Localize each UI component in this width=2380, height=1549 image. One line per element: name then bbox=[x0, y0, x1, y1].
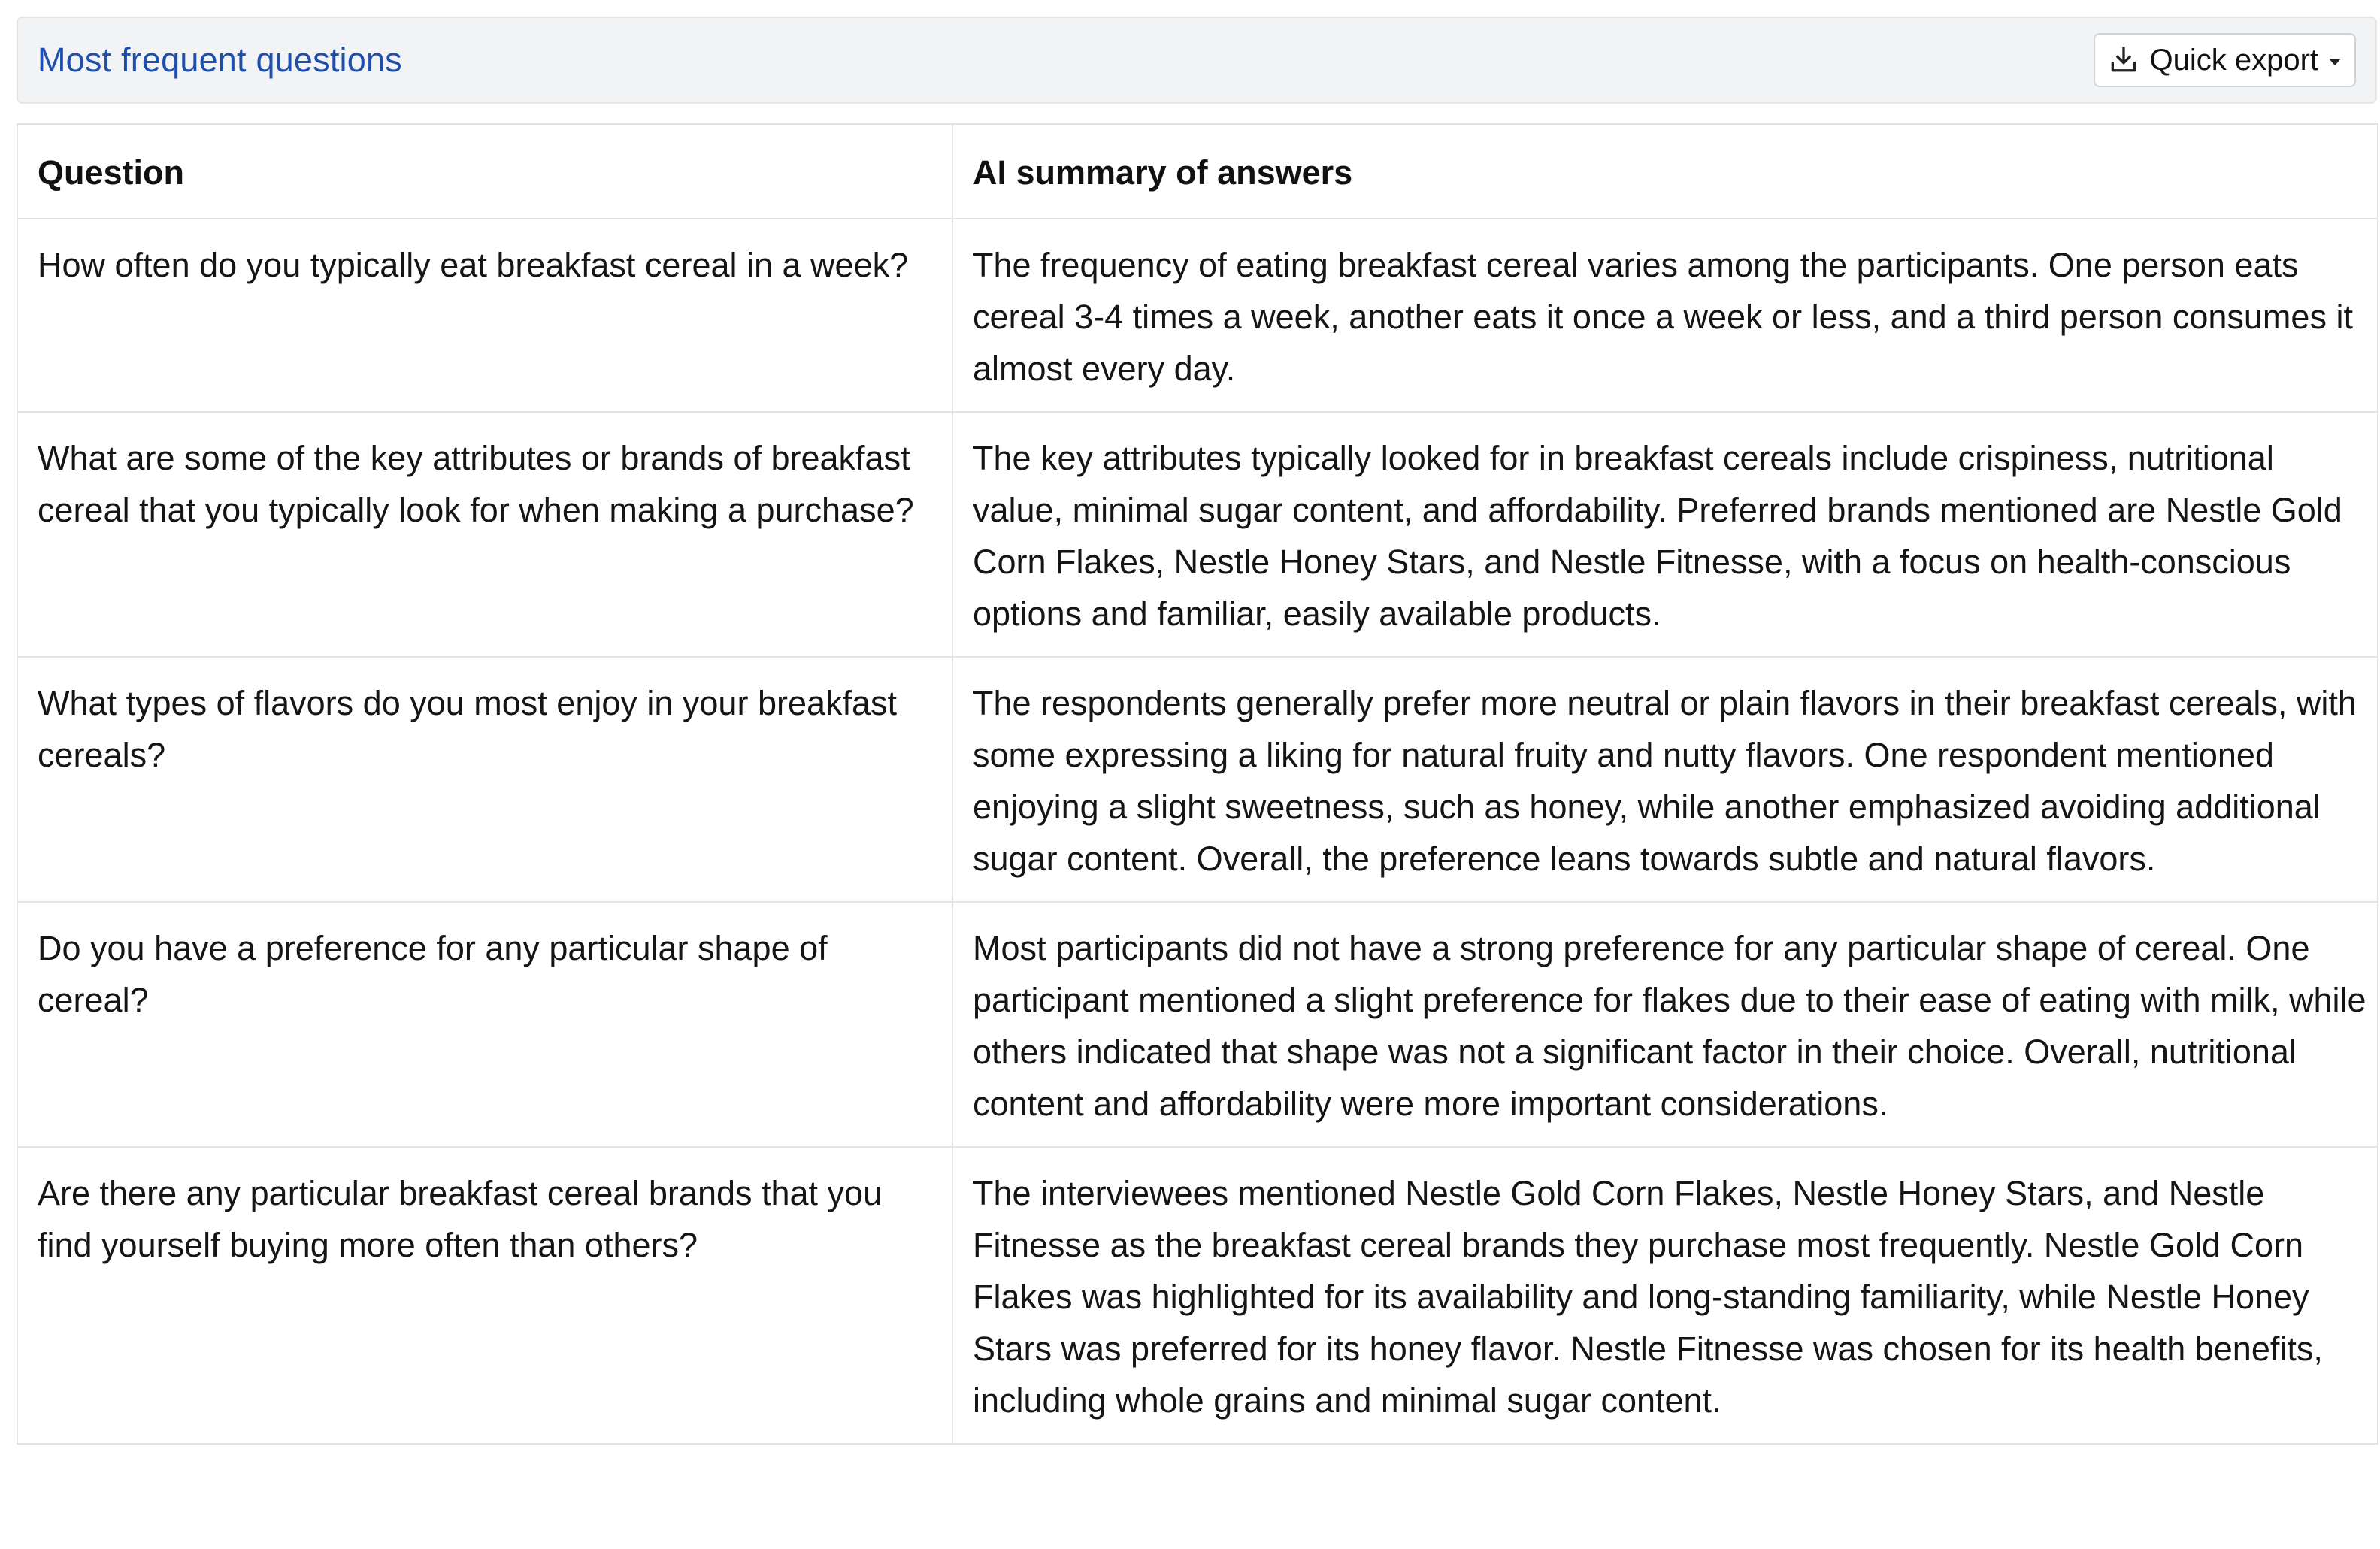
table-row bbox=[17, 1147, 2378, 1444]
question-cell: What types of flavors do you most enjoy in your breakfast cereals? bbox=[17, 657, 952, 902]
summary-cell: Most participants did not have a strong preference for any particular shape of cereal. One participant mentioned a slight preference for flakes due to their ease of eating with milk, while others indicated that shape was not a significant factor in their choice. Overall, nutritional content and affordability were more important considerations. bbox=[952, 902, 2378, 1147]
summary-cell: The key attributes typically looked for in breakfast cereals include crispiness, nutritional value, minimal sugar content, and affordability. Preferred brands mentioned are Nestle Gold Corn Flakes, Nestle Honey Stars, and Nestle Fitnesse, with a focus on health-conscious options and familiar, easily available products. bbox=[952, 412, 2378, 657]
question-cell: Do you have a preference for any particular shape of cereal? bbox=[17, 902, 952, 1147]
column-header-summary: AI summary of answers bbox=[952, 124, 2378, 219]
question-cell: How often do you typically eat breakfast cereal in a week? bbox=[17, 219, 952, 412]
summary-cell: The respondents generally prefer more neutral or plain flavors in their breakfast cereals, with some expressing a liking for natural fruity and nutty flavors. One respondent mentioned enjoying a slight sweetness, such as honey, while another emphasized avoiding additional sugar content. Overall, the preference leans towards subtle and natural flavors. bbox=[952, 657, 2378, 902]
summary-cell: The interviewees mentioned Nestle Gold Corn Flakes, Nestle Honey Stars, and Nestle Fitnesse as the breakfast cereal brands they purchase most frequently. Nestle Gold Corn Flakes was highlighted for its availability and long-standing familiarity, while Nestle Honey Stars was preferred for its honey flavor. Nestle Fitnesse was chosen for its health benefits, including whole grains and minimal sugar content. bbox=[952, 1147, 2378, 1444]
panel-title: Most frequent questions bbox=[38, 41, 402, 79]
question-cell: What are some of the key attributes or brands of breakfast cereal that you typically look for when making a purchase? bbox=[17, 412, 952, 657]
caret-down-icon bbox=[2329, 59, 2341, 65]
panel-header bbox=[17, 17, 2377, 104]
table-row bbox=[17, 219, 2378, 412]
table-row bbox=[17, 412, 2378, 657]
download-icon bbox=[2107, 44, 2140, 77]
quick-export-button[interactable] bbox=[2094, 33, 2356, 87]
quick-export-label: Quick export bbox=[2149, 43, 2318, 77]
faq-panel bbox=[17, 17, 2377, 1445]
table-header-row bbox=[17, 124, 2378, 219]
question-cell: Are there any particular breakfast cereal brands that you find yourself buying more often than others? bbox=[17, 1147, 952, 1444]
questions-table bbox=[17, 123, 2378, 1445]
table-row bbox=[17, 657, 2378, 902]
column-header-question: Question bbox=[17, 124, 952, 219]
table-row bbox=[17, 902, 2378, 1147]
summary-cell: The frequency of eating breakfast cereal varies among the participants. One person eats cereal 3-4 times a week, another eats it once a week or less, and a third person consumes it almost every day. bbox=[952, 219, 2378, 412]
